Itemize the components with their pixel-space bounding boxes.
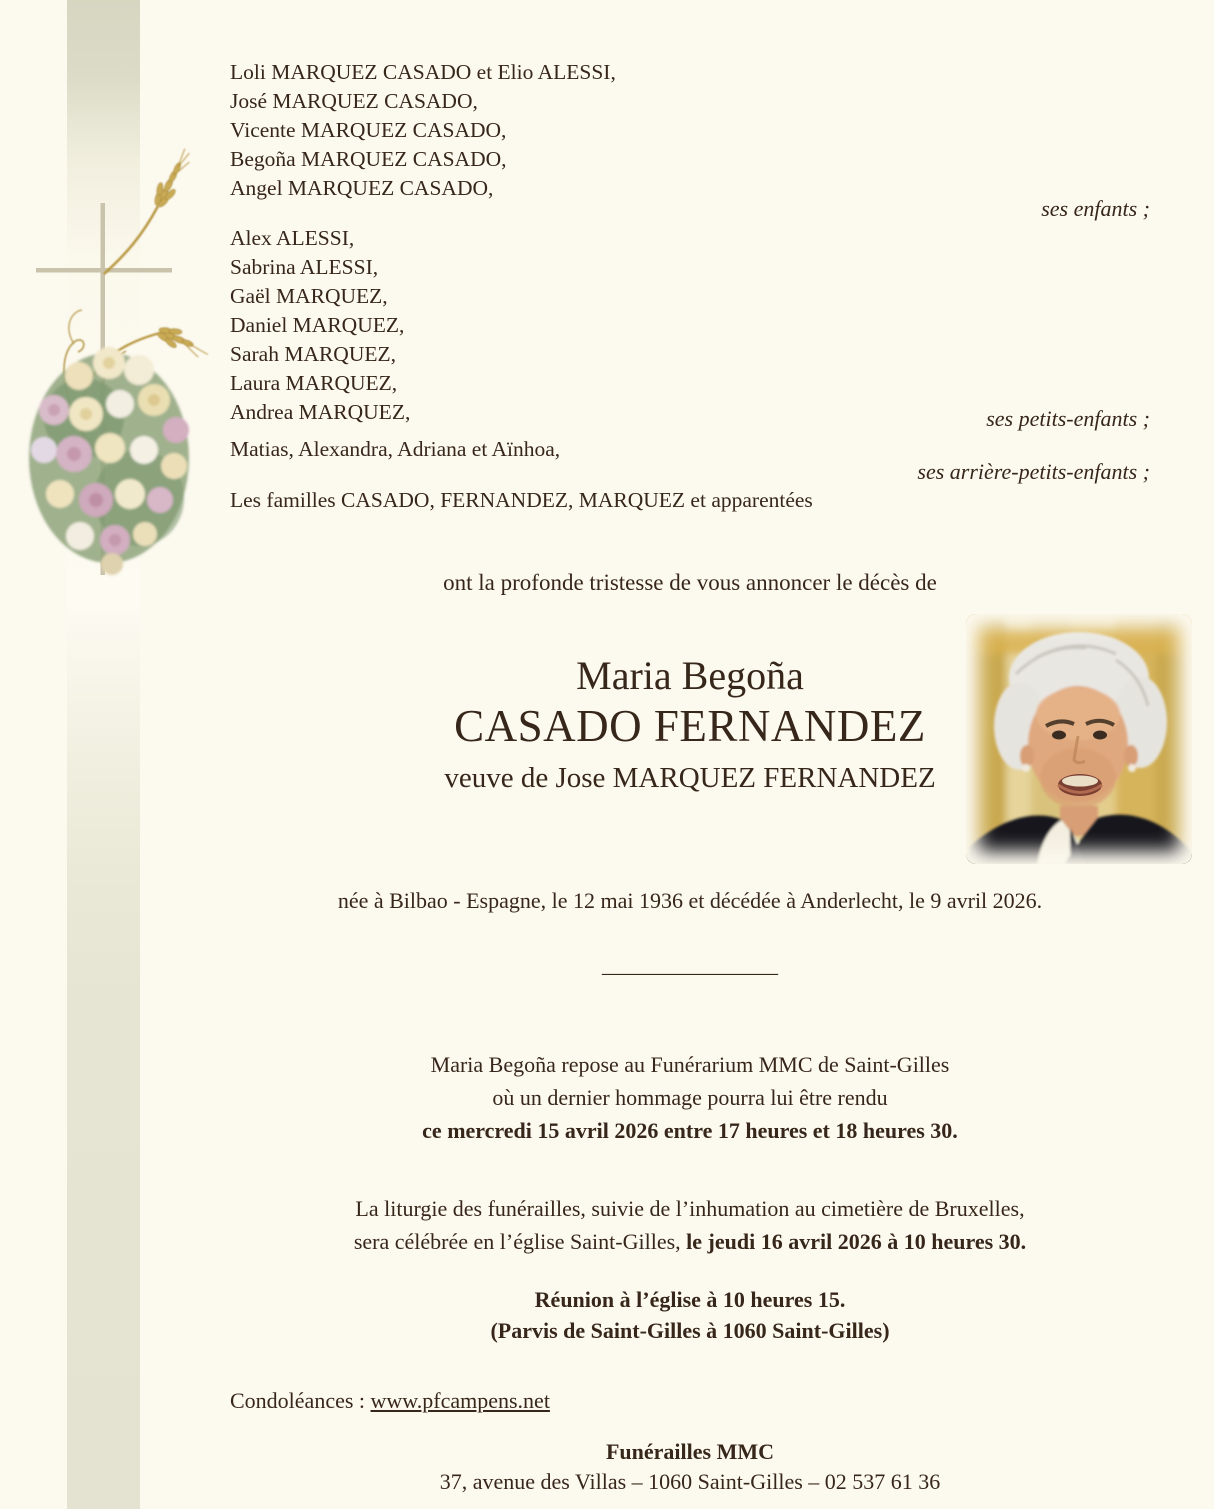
great-grandchildren-relation-label: ses arrière-petits-enfants ;: [917, 459, 1150, 484]
condolences-link[interactable]: www.pfcampens.net: [370, 1388, 550, 1413]
great-grandchildren-names: Matias, Alexandra, Adriana et Aïnhoa,: [230, 437, 561, 461]
name-line: Laura MARQUEZ,: [230, 371, 398, 395]
funeral-home-address: 37, avenue des Villas – 1060 Saint-Gilles – 02 537 61 36: [439, 1469, 941, 1494]
visitation-line-2: où un dernier hommage pourra lui être rendu: [492, 1085, 888, 1110]
name-line: Angel MARQUEZ CASADO,: [230, 176, 494, 200]
funeral-line-2-normal: sera célébrée en l’église Saint-Gilles,: [353, 1229, 687, 1254]
name-line: Sabrina ALESSI,: [230, 255, 379, 279]
meeting-paragraph: [230, 1284, 1150, 1346]
funeral-line-2-bold: le jeudi 16 avril 2026 à 10 heures 30.: [686, 1229, 1027, 1254]
life-dates-line: née à Bilbao - Espagne, le 12 mai 1936 et décédée à Anderlecht, le 9 avril 2026.: [337, 888, 1043, 913]
meeting-line-1: Réunion à l’église à 10 heures 15.: [534, 1287, 846, 1312]
name-line: Alex ALESSI,: [230, 226, 355, 250]
cross-wheat-roses-icon: [14, 148, 216, 600]
children-names-list: [230, 58, 616, 203]
grandchildren-names-list: [230, 224, 410, 427]
name-line: Vicente MARQUEZ CASADO,: [230, 118, 507, 142]
deceased-last-name: CASADO FERNANDEZ: [454, 701, 926, 751]
funeral-home-name: Funérailles MMC: [605, 1439, 775, 1464]
funeral-paragraph: [230, 1192, 1150, 1258]
name-line: Daniel MARQUEZ,: [230, 313, 405, 337]
funeral-line-1: La liturgie des funérailles, suivie de l’inhumation au cimetière de Bruxelles,: [355, 1196, 1025, 1221]
name-line: Gaël MARQUEZ,: [230, 284, 388, 308]
visitation-paragraph: [230, 1048, 1150, 1147]
condolences-line: [230, 1388, 550, 1414]
meeting-line-2: (Parvis de Saint-Gilles à 1060 Saint-Gilles): [490, 1318, 890, 1343]
visitation-line-3: ce mercredi 15 avril 2026 entre 17 heures et 18 heures 30.: [422, 1118, 958, 1143]
name-line: Loli MARQUEZ CASADO et Elio ALESSI,: [230, 60, 616, 84]
announcement-intro: ont la profonde tristesse de vous annoncer le décès de: [443, 570, 937, 595]
section-divider: ________________: [602, 952, 778, 977]
grandchildren-relation-label: ses petits-enfants ;: [986, 406, 1150, 431]
name-line: José MARQUEZ CASADO,: [230, 89, 478, 113]
families-line: Les familles CASADO, FERNANDEZ, MARQUEZ et apparentées: [230, 488, 813, 512]
announcement-content: [230, 0, 1150, 1509]
deceased-first-names: Maria Begoña: [576, 653, 804, 698]
name-line: Andrea MARQUEZ,: [230, 400, 411, 424]
widow-of-line: veuve de Jose MARQUEZ FERNANDEZ: [444, 762, 936, 794]
children-relation-label: ses enfants ;: [1041, 196, 1150, 221]
funeral-line-2: [230, 1225, 1150, 1258]
name-line: Sarah MARQUEZ,: [230, 342, 397, 366]
condolences-label: Condoléances :: [230, 1388, 371, 1413]
visitation-line-1: Maria Begoña repose au Funérarium MMC de Saint-Gilles: [430, 1052, 950, 1077]
name-line: Begoña MARQUEZ CASADO,: [230, 147, 507, 171]
